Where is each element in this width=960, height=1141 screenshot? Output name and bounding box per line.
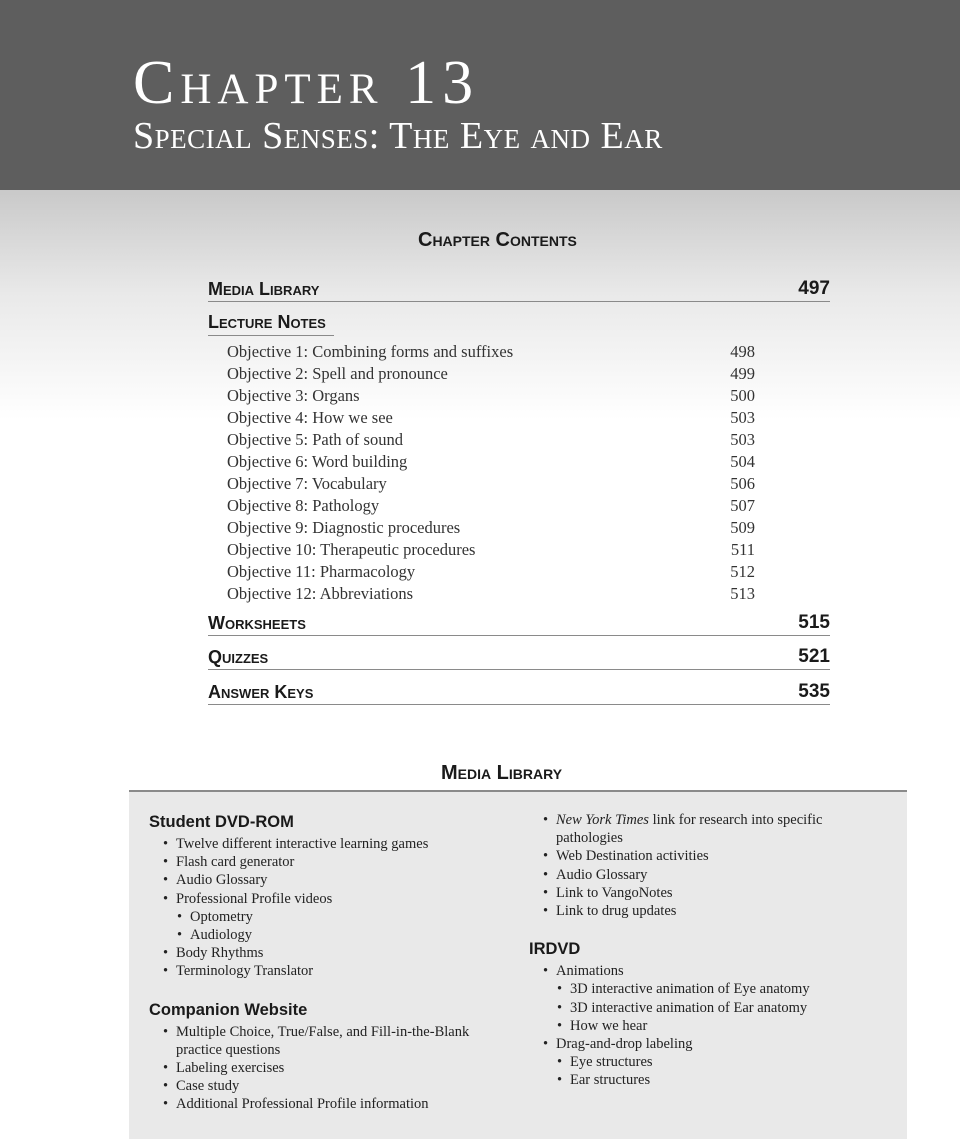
objective-page: 511 bbox=[730, 540, 755, 559]
list-item: • New York Times link for research into specific bbox=[543, 812, 823, 828]
toc-quizzes bbox=[208, 646, 830, 670]
objective-page: 504 bbox=[730, 452, 755, 471]
objective-label: Objective 8: Pathology bbox=[227, 496, 380, 515]
toc-label: Media Library bbox=[208, 279, 320, 299]
objective-label: Objective 10: Therapeutic procedures bbox=[227, 540, 476, 559]
toc-label: Answer Keys bbox=[208, 682, 314, 702]
objective-row bbox=[227, 386, 757, 408]
list-item: • Labeling exercises bbox=[163, 1060, 285, 1077]
objective-label: Objective 2: Spell and pronounce bbox=[227, 364, 448, 383]
objective-page: 500 bbox=[730, 386, 755, 405]
list-item-continuation: pathologies bbox=[556, 830, 623, 847]
media-left-column bbox=[149, 811, 509, 1114]
list-sub-item: • How we hear bbox=[557, 1017, 648, 1034]
list-sub-item: • Audiology bbox=[177, 927, 253, 944]
objective-page: 503 bbox=[730, 430, 755, 449]
list-item: • Case study bbox=[163, 1078, 240, 1095]
toc-label: Worksheets bbox=[208, 613, 306, 633]
objective-label: Objective 9: Diagnostic procedures bbox=[227, 518, 461, 537]
list-item: • Audio Glossary bbox=[163, 872, 268, 889]
objective-row bbox=[227, 430, 757, 452]
list-item: • Audio Glossary bbox=[543, 866, 648, 883]
list-item: • Multiple Choice, True/False, and Fill-in-the-Blank bbox=[163, 1023, 470, 1040]
objective-row bbox=[227, 452, 757, 474]
list-item: • Link to drug updates bbox=[543, 903, 677, 920]
objective-row bbox=[227, 518, 757, 540]
objective-label: Objective 11: Pharmacology bbox=[227, 562, 416, 581]
toc-answer-keys bbox=[208, 681, 830, 705]
list-sub-item: • 3D interactive animation of Eye anatomy bbox=[557, 981, 810, 998]
objective-page: 499 bbox=[730, 364, 755, 383]
list-item: • Drag-and-drop labeling bbox=[543, 1036, 693, 1053]
chapter-title: Special Senses: The Eye and Ear bbox=[133, 115, 663, 157]
contents-heading: Chapter Contents bbox=[418, 229, 577, 251]
objective-row bbox=[227, 364, 757, 386]
objective-label: Objective 6: Word building bbox=[227, 452, 408, 471]
list-sub-item: • Optometry bbox=[177, 908, 253, 925]
toc-media-library bbox=[208, 278, 830, 302]
objective-page: 512 bbox=[730, 562, 755, 581]
list-item-continuation: practice questions bbox=[176, 1041, 281, 1058]
list-sub-item: • 3D interactive animation of Ear anatomy bbox=[557, 999, 808, 1016]
student-dvd-title: Student DVD-ROM bbox=[149, 813, 294, 831]
objective-row bbox=[227, 496, 757, 518]
list-item: • Professional Profile videos bbox=[163, 890, 333, 907]
list-sub-item: • Ear structures bbox=[557, 1072, 651, 1089]
list-item: • Animations bbox=[543, 963, 624, 980]
list-item: • Link to VangoNotes bbox=[543, 884, 673, 901]
companion-website-title: Companion Website bbox=[149, 1000, 308, 1019]
list-item: • Flash card generator bbox=[163, 854, 295, 871]
objective-label: Objective 4: How we see bbox=[227, 408, 393, 427]
objective-page: 506 bbox=[730, 474, 755, 493]
objective-row bbox=[227, 408, 757, 430]
irdvd-title: IRDVD bbox=[529, 940, 581, 959]
objective-row bbox=[227, 342, 757, 364]
toc-label: Quizzes bbox=[208, 647, 269, 667]
objective-label: Objective 7: Vocabulary bbox=[227, 474, 387, 493]
objective-row bbox=[227, 562, 757, 584]
objective-label: Objective 12: Abbreviations bbox=[227, 584, 414, 603]
list-item: • Twelve different interactive learning games bbox=[163, 836, 429, 852]
toc-page: 535 bbox=[798, 681, 830, 702]
chapter-number: Chapter 13 bbox=[133, 49, 480, 117]
toc-page: 521 bbox=[798, 646, 830, 667]
objective-page: 503 bbox=[730, 408, 755, 427]
media-right-column bbox=[529, 811, 899, 1090]
objective-page: 509 bbox=[730, 518, 755, 537]
objective-label: Objective 1: Combining forms and suffixes bbox=[227, 342, 514, 361]
list-sub-item: • Eye structures bbox=[557, 1054, 653, 1071]
list-item: • Web Destination activities bbox=[543, 848, 709, 865]
list-item: • Additional Professional Profile information bbox=[163, 1096, 429, 1113]
objective-row bbox=[227, 584, 757, 606]
toc-lecture-notes: Lecture Notes bbox=[208, 312, 334, 336]
toc-page: 497 bbox=[798, 278, 830, 299]
objective-row bbox=[227, 474, 757, 496]
objective-label: Objective 3: Organs bbox=[227, 386, 360, 405]
toc-page: 515 bbox=[798, 612, 830, 633]
list-item: • Terminology Translator bbox=[163, 963, 314, 980]
toc-worksheets bbox=[208, 612, 830, 636]
objective-page: 513 bbox=[730, 584, 755, 603]
objective-row bbox=[227, 540, 757, 562]
objective-page: 498 bbox=[730, 342, 755, 361]
objective-list bbox=[227, 342, 757, 606]
media-library-heading: Media Library bbox=[441, 762, 563, 784]
objective-page: 507 bbox=[730, 496, 755, 515]
objective-label: Objective 5: Path of sound bbox=[227, 430, 403, 449]
list-item: • Body Rhythms bbox=[163, 945, 264, 962]
